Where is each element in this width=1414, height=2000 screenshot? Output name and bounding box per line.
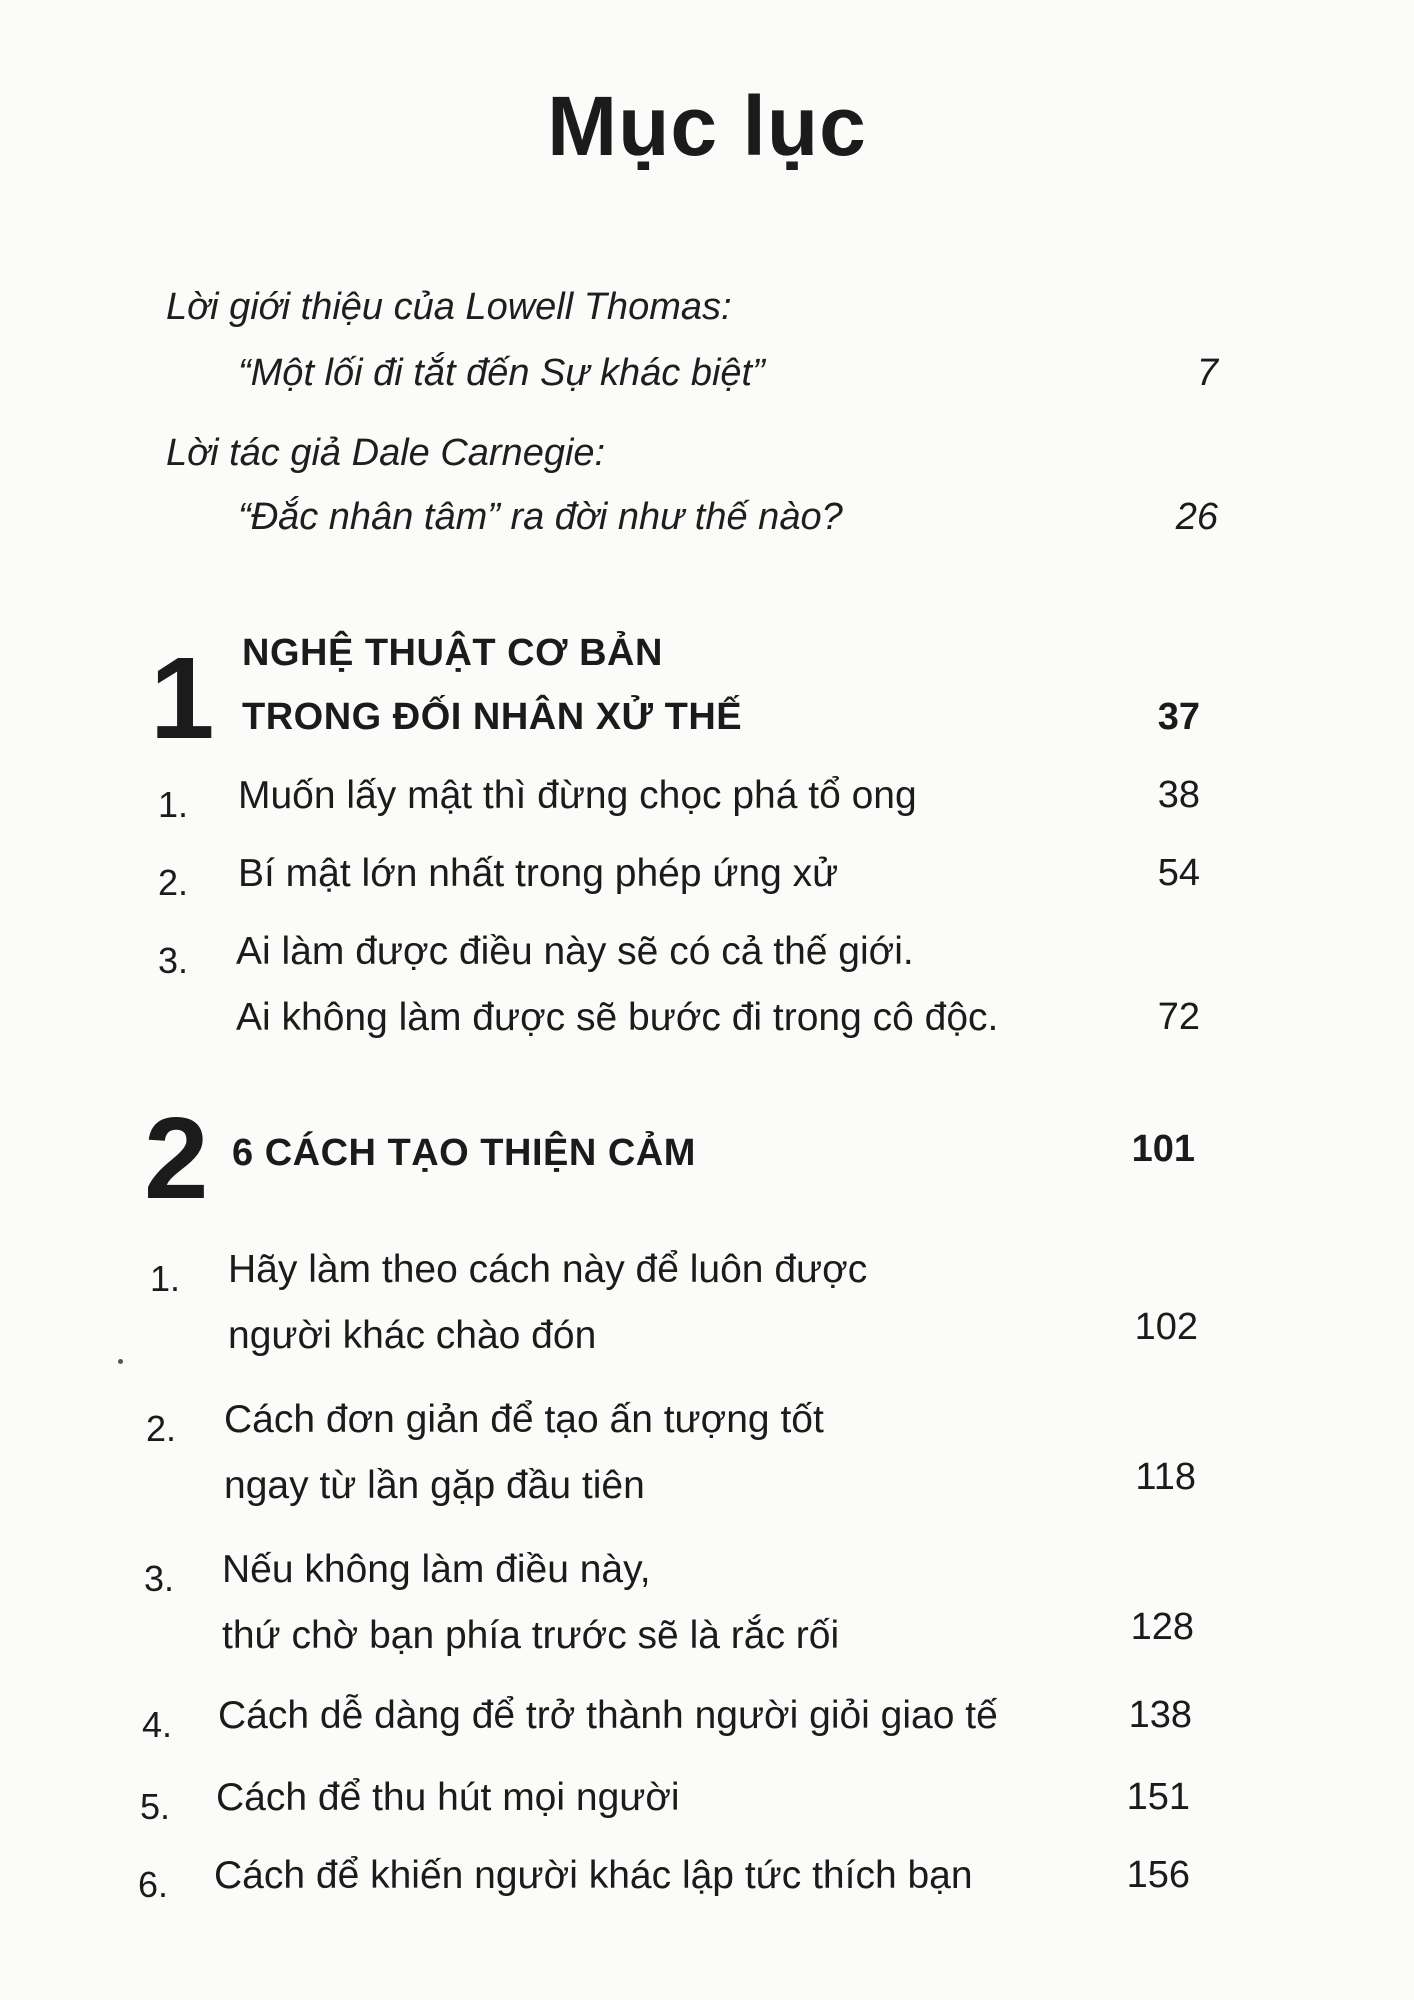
part-2-item-5-page: 151: [1126, 1776, 1190, 1818]
part-1-item-1-page: 38: [1157, 774, 1200, 816]
part-1-item-1-number: 1.: [158, 784, 189, 825]
part-1-item-2-page: 54: [1157, 852, 1200, 894]
stray-ink-dot: [118, 1359, 123, 1364]
part-2-item-3-number: 3.: [144, 1558, 175, 1599]
front-matter-2-line1: Lời tác giả Dale Carnegie:: [166, 432, 606, 474]
part-2-item-4-text: Cách dễ dàng để trở thành người giỏi giao tế: [218, 1694, 998, 1737]
part-2-item-2-number: 2.: [146, 1408, 177, 1449]
part-1-item-2-number: 2.: [158, 862, 189, 903]
part-1-item-3-line2: Ai không làm được sẽ bước đi trong cô độc.: [236, 996, 999, 1039]
part-2-page: 101: [1131, 1128, 1195, 1170]
front-matter-2-page: 26: [1175, 496, 1218, 538]
part-2-item-4-number: 4.: [142, 1704, 173, 1745]
part-2-item-1-line2: người khác chào đón: [228, 1314, 597, 1357]
front-matter-1-line2: “Một lối đi tắt đến Sự khác biệt”: [238, 352, 765, 394]
part-2-item-6-page: 156: [1126, 1854, 1190, 1896]
part-2-item-5-text: Cách để thu hút mọi người: [216, 1776, 680, 1819]
part-2-item-2-line2: ngay từ lần gặp đầu tiên: [224, 1464, 645, 1507]
part-2-item-3-line2: thứ chờ bạn phía trước sẽ là rắc rối: [222, 1614, 840, 1657]
part-2-item-4-page: 138: [1128, 1694, 1192, 1736]
part-1-title-line2: TRONG ĐỐI NHÂN XỬ THẾ: [242, 696, 743, 738]
part-1-item-3-page: 72: [1157, 996, 1200, 1038]
part-2-item-2-page: 118: [1135, 1456, 1196, 1498]
part-2-item-1-number: 1.: [150, 1258, 181, 1299]
part-1-title-line1: NGHỆ THUẬT CƠ BẢN: [242, 632, 663, 674]
part-2-number: 2: [144, 1093, 209, 1223]
part-2-item-1-page: 102: [1134, 1306, 1198, 1348]
part-2-item-3-page: 128: [1130, 1606, 1194, 1648]
front-matter-1-line1: Lời giới thiệu của Lowell Thomas:: [166, 286, 732, 328]
part-1-item-1-text: Muốn lấy mật thì đừng chọc phá tổ ong: [238, 774, 917, 817]
part-2-item-2-line1: Cách đơn giản để tạo ấn tượng tốt: [224, 1398, 824, 1441]
part-1-number: 1: [150, 633, 215, 763]
part-1-page: 37: [1157, 696, 1200, 738]
part-1-item-3-line1: Ai làm được điều này sẽ có cả thế giới.: [236, 930, 914, 973]
part-1-item-2-text: Bí mật lớn nhất trong phép ứng xử: [238, 852, 839, 895]
part-2-item-3-line1: Nếu không làm điều này,: [222, 1548, 651, 1591]
part-1-item-3-number: 3.: [158, 940, 189, 981]
part-2-item-5-number: 5.: [140, 1786, 171, 1827]
front-matter-1-page: 7: [1196, 352, 1218, 394]
part-2-title: 6 CÁCH TẠO THIỆN CẢM: [232, 1132, 696, 1174]
part-2-item-1-line1: Hãy làm theo cách này để luôn được: [228, 1248, 868, 1291]
part-2-item-6-number: 6.: [138, 1864, 169, 1905]
front-matter-2-line2: “Đắc nhân tâm” ra đời như thế nào?: [238, 496, 843, 538]
part-2-item-6-text: Cách để khiến người khác lập tức thích bạn: [214, 1854, 973, 1897]
page-title: Mục lục: [547, 79, 867, 173]
